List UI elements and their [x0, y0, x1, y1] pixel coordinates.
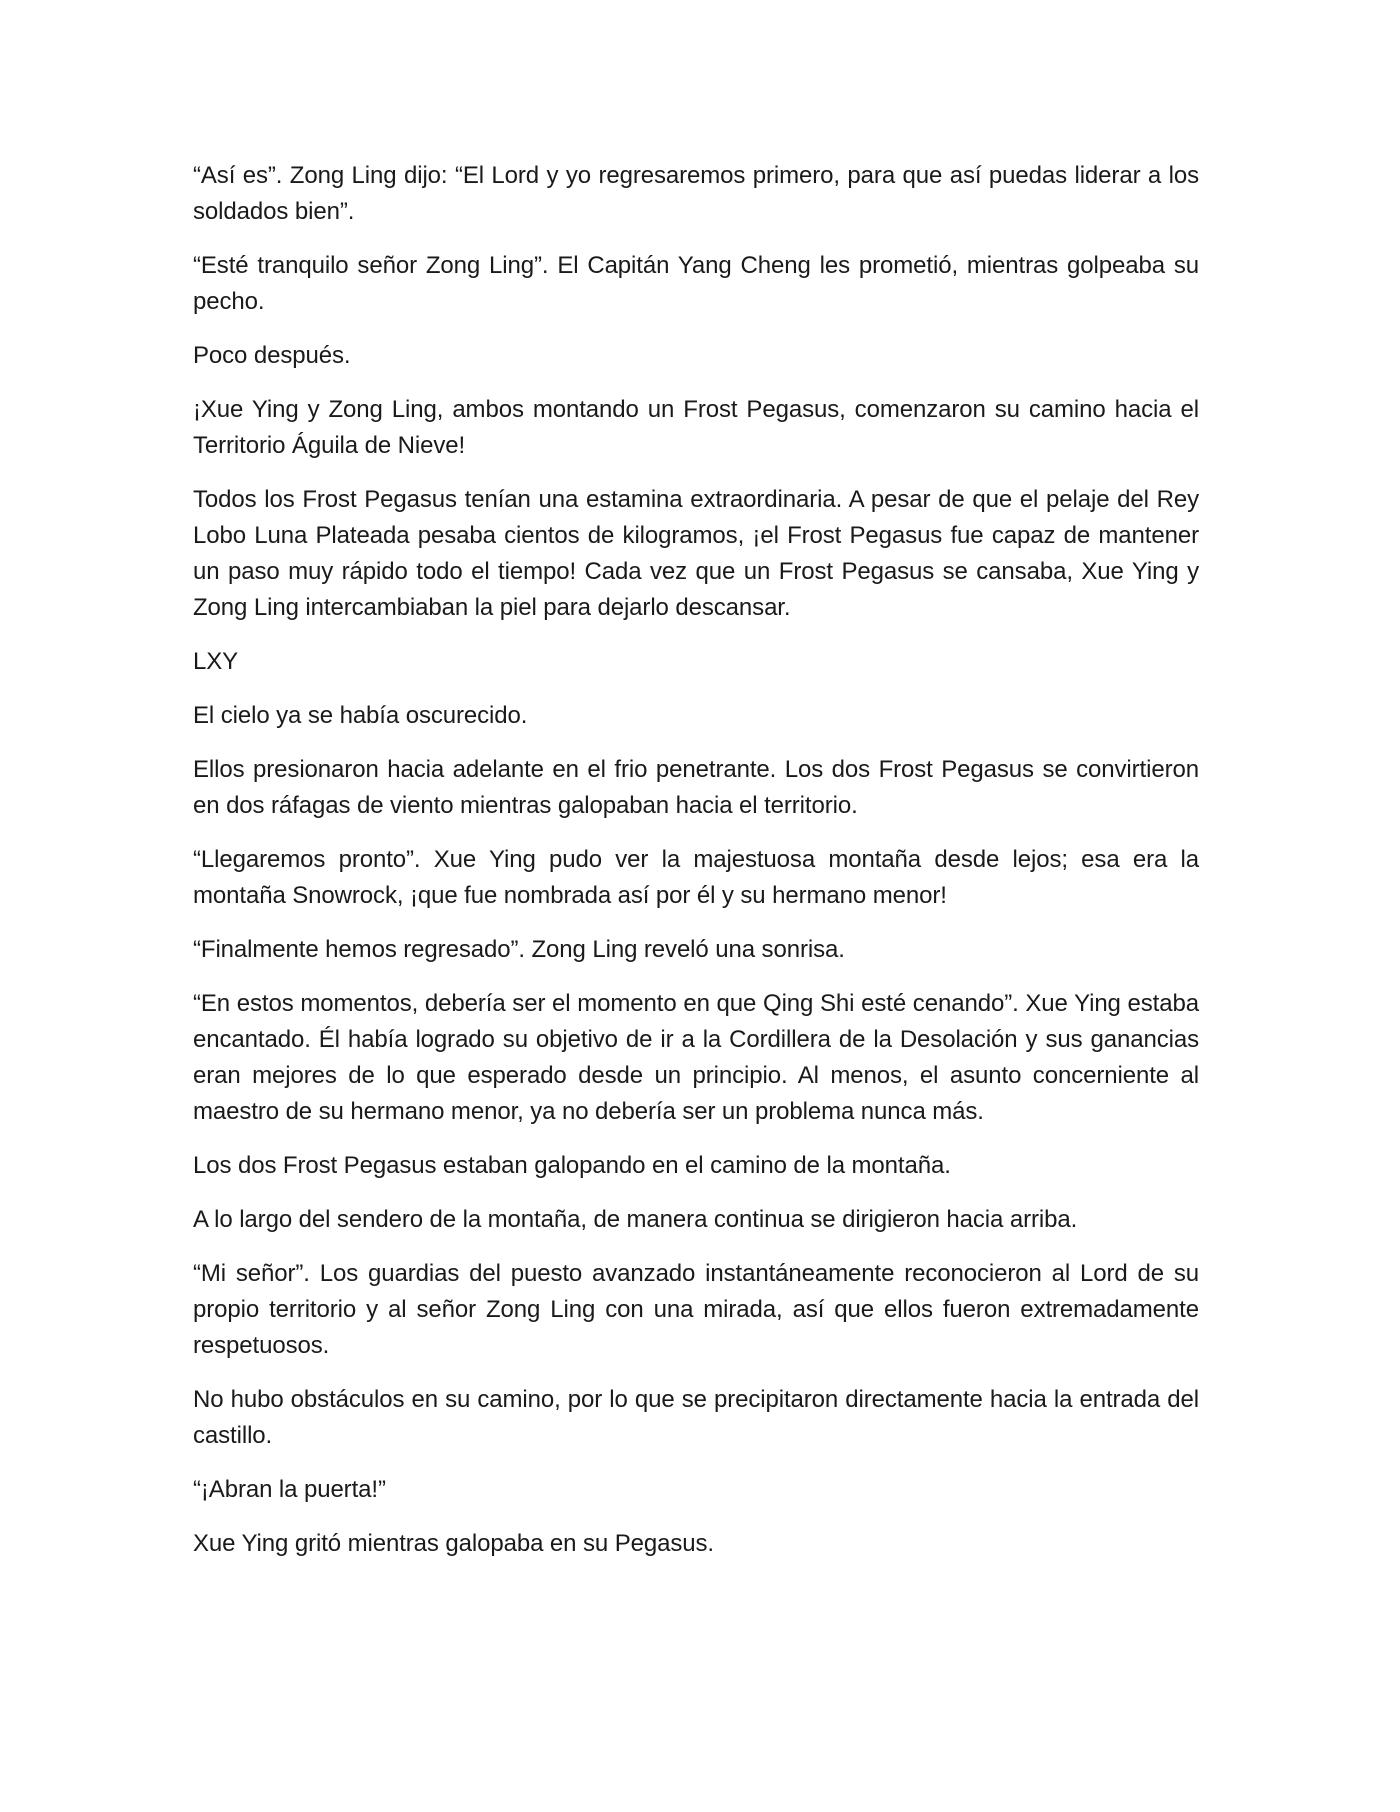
paragraph: Ellos presionaron hacia adelante en el frio penetrante. Los dos Frost Pegasus se convirtieron en dos ráfagas de viento mientras galopaban hacia el territorio.	[193, 756, 1199, 819]
paragraph: ¡Xue Ying y Zong Ling, ambos montando un Frost Pegasus, comenzaron su camino hacia el Territorio Águila de Nieve!	[193, 396, 1199, 459]
paragraph: “Mi señor”. Los guardias del puesto avanzado instantáneamente reconocieron al Lord de su propio territorio y al señor Zong Ling con una mirada, así que ellos fueron extremadamente respetuosos.	[193, 1260, 1199, 1359]
paragraph: “Así es”. Zong Ling dijo: “El Lord y yo regresaremos primero, para que así puedas liderar a los soldados bien”.	[193, 162, 1199, 225]
paragraph: No hubo obstáculos en su camino, por lo que se precipitaron directamente hacia la entrada del castillo.	[193, 1386, 1199, 1449]
paragraph: Todos los Frost Pegasus tenían una estamina extraordinaria. A pesar de que el pelaje del Rey Lobo Luna Plateada pesaba cientos de kilogramos, ¡el Frost Pegasus fue capaz de mantener un paso muy rápido todo el tiempo! Cada vez que un Frost Pegasus se cansaba, Xue Ying y Zong Ling intercambiaban la piel para dejarlo descansar.	[193, 486, 1199, 621]
paragraph: “En estos momentos, debería ser el momento en que Qing Shi esté cenando”. Xue Ying estaba encantado. Él había logrado su objetivo de ir a la Cordillera de la Desolación y sus ganancias eran mejores de lo que esperado desde un principio. Al menos, el asunto concerniente al maestro de su hermano menor, ya no debería ser un problema nunca más.	[193, 990, 1199, 1125]
paragraph: El cielo ya se había oscurecido.	[193, 702, 528, 729]
paragraph: LXY	[193, 648, 239, 675]
paragraph: “Esté tranquilo señor Zong Ling”. El Capitán Yang Cheng les prometió, mientras golpeaba su pecho.	[193, 252, 1199, 315]
paragraph: “Finalmente hemos regresado”. Zong Ling reveló una sonrisa.	[193, 936, 845, 963]
paragraph: A lo largo del sendero de la montaña, de manera continua se dirigieron hacia arriba.	[193, 1206, 1078, 1233]
paragraph: “¡Abran la puerta!”	[193, 1476, 386, 1503]
paragraph: Xue Ying gritó mientras galopaba en su Pegasus.	[193, 1530, 714, 1557]
paragraph: “Llegaremos pronto”. Xue Ying pudo ver la majestuosa montaña desde lejos; esa era la montaña Snowrock, ¡que fue nombrada así por él y su hermano menor!	[193, 846, 1199, 909]
paragraph: Poco después.	[193, 342, 351, 369]
document-body	[193, 158, 1199, 1580]
paragraph: Los dos Frost Pegasus estaban galopando en el camino de la montaña.	[193, 1152, 951, 1179]
